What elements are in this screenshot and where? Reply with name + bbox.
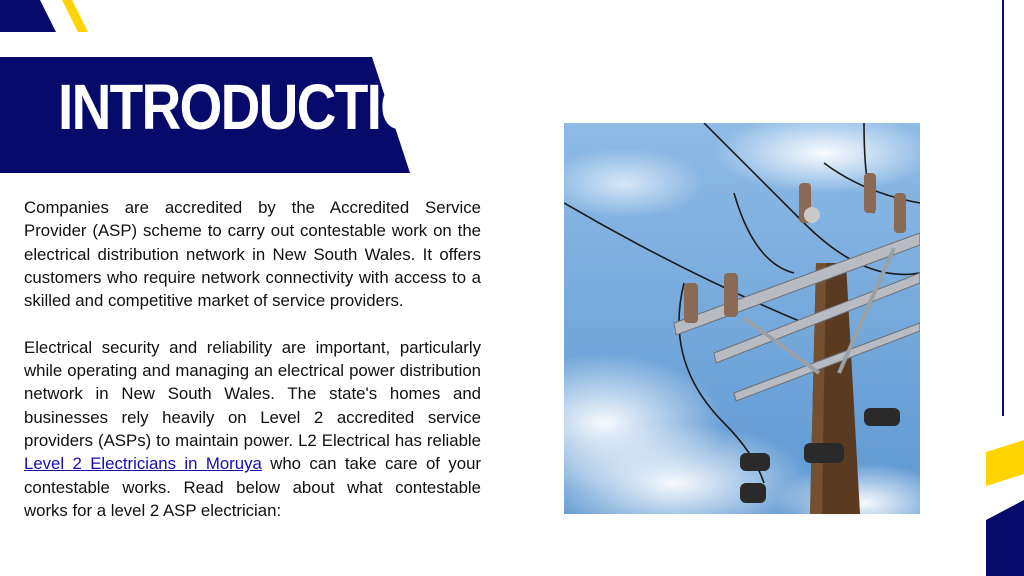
paragraph-reliability xyxy=(24,336,481,522)
corner-stripes-top-left xyxy=(0,0,100,40)
body-text xyxy=(24,196,481,522)
power-pole-photo xyxy=(564,123,920,514)
paragraph-reliability-text: Electrical security and reliability are important, particularly while operating and managing an electrical power distribution network in New South Wales. The state's homes and businesses rely heavily on Level 2 accredited service providers (ASPs) to maintain power. L2 Electrical has reliable xyxy=(24,337,481,450)
page-title: INTRODUCTION xyxy=(58,71,460,143)
corner-stripes-bottom-right xyxy=(980,440,1024,576)
level2-electricians-link[interactable]: Level 2 Electricians in Moruya xyxy=(24,454,262,474)
right-divider-line xyxy=(1002,0,1004,416)
paragraph-intro: Companies are accredited by the Accredited Service Provider (ASP) scheme to carry out contestable work on the electrical distribution network in New South Wales. It offers customers who require network connectivity with access to a skilled and competitive market of service providers. xyxy=(24,198,481,311)
paragraph-reliability-text-end: who can take care of your contestable works. Read below about what contestable works for a level 2 ASP electrician: xyxy=(24,454,481,520)
